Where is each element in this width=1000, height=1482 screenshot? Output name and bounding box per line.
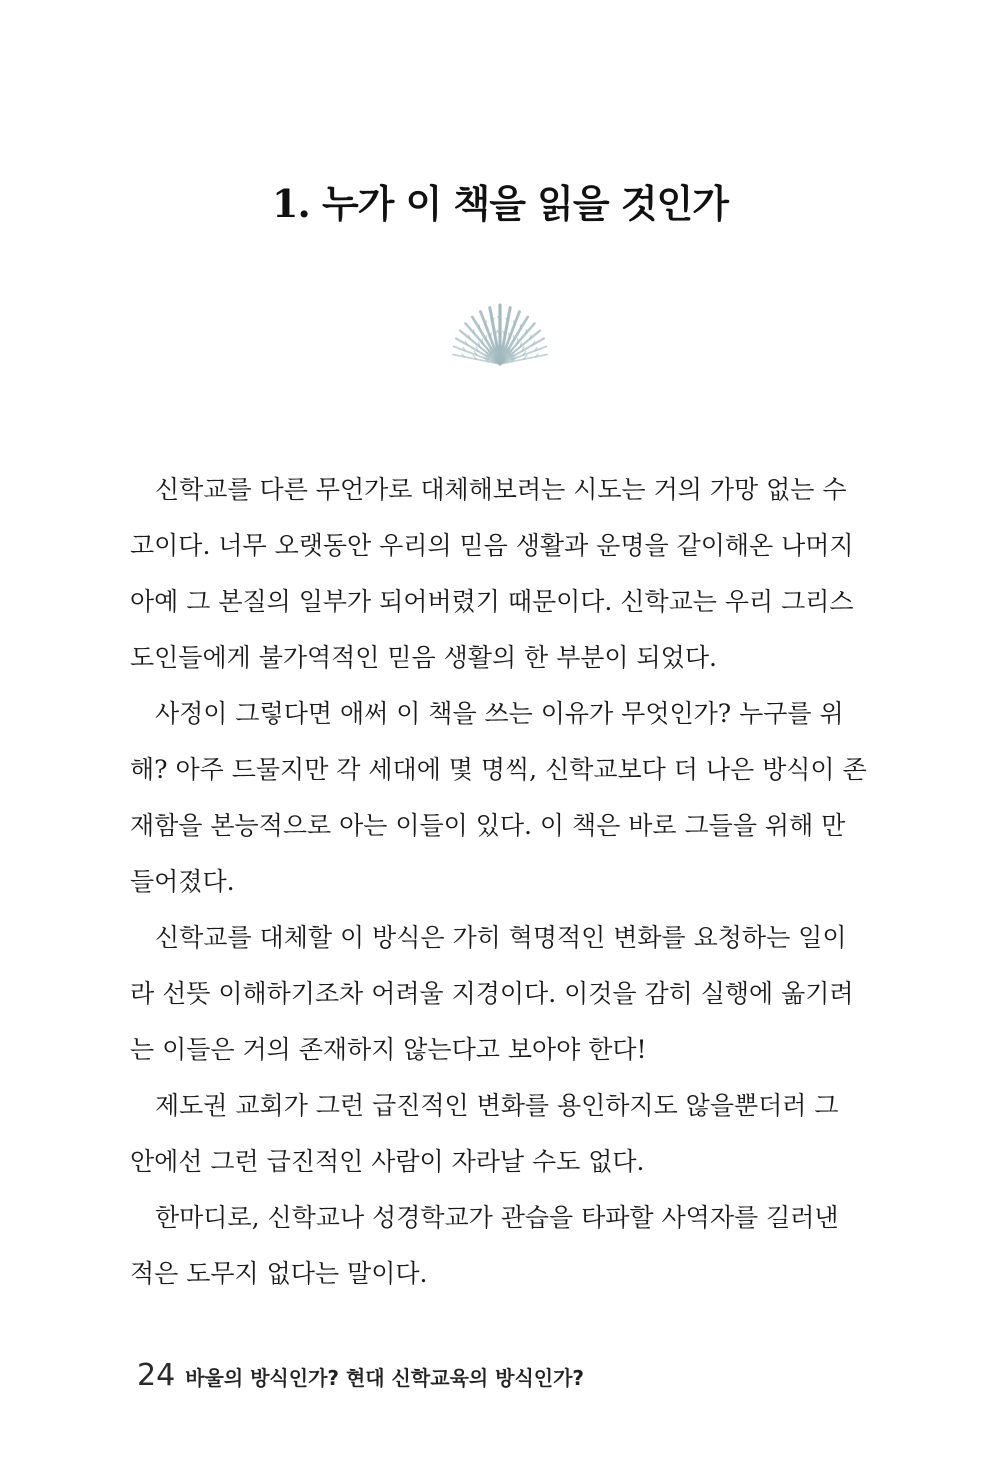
page-number: 24 <box>137 1358 176 1393</box>
text-line <box>130 1078 839 1134</box>
text-line: 라 선뜻 이해하기조차 어려울 지경이다. 이것을 감히 실행에 옮기려 <box>130 979 854 1008</box>
text-line: 고이다. 너무 오랫동안 우리의 믿음 생활과 운명을 같이해온 나머지 <box>130 531 854 560</box>
paragraph <box>130 1078 839 1190</box>
text-line-content: 한마디로, 신학교나 성경학교가 관습을 타파할 사역자를 길러낸 <box>155 1203 839 1232</box>
ornament-leaflet <box>513 336 514 341</box>
text-line: 들어졌다. <box>130 867 235 896</box>
paragraph <box>130 462 854 686</box>
text-line <box>130 1190 839 1246</box>
ornament-leaflet <box>506 346 507 352</box>
body-text <box>130 462 867 1302</box>
chapter-title: 1. 누가 이 책을 읽을 것인가 <box>272 181 728 227</box>
text-line <box>130 686 844 742</box>
text-line <box>130 462 847 518</box>
paragraph <box>130 686 867 910</box>
text-line-content: 신학교를 대체할 이 방식은 가히 혁명적인 변화를 요청하는 일이 <box>155 923 847 952</box>
paragraph <box>130 910 854 1078</box>
text-line: 아예 그 본질의 일부가 되어버렸기 때문이다. 신학교는 우리 그리스 <box>130 587 854 616</box>
text-line-content: 제도권 교회가 그런 급진적인 변화를 용인하지도 않을뿐더러 그 <box>155 1091 839 1120</box>
text-line: 재함을 본능적으로 아는 이들이 있다. 이 책은 바로 그들을 위해 만 <box>130 811 846 840</box>
running-title: 바울의 방식인가? 현대 신학교육의 방식인가? <box>185 1366 585 1390</box>
text-line: 는 이들은 거의 존재하지 않는다고 보아야 한다! <box>130 1035 647 1064</box>
text-line-content: 신학교를 다른 무언가로 대체해보려는 시도는 거의 가망 없는 수 <box>155 475 847 504</box>
text-line <box>130 910 847 966</box>
text-line: 안에선 그런 급진적인 사람이 자라날 수도 없다. <box>130 1147 645 1176</box>
palm-leaf-ornament-icon <box>430 272 570 372</box>
text-line-content: 사정이 그렇다면 애써 이 책을 쓰는 이유가 무엇인가? 누구를 위 <box>155 699 844 728</box>
text-line: 적은 도무지 없다는 말이다. <box>130 1259 428 1288</box>
ornament-leaflet <box>486 336 487 341</box>
text-line: 해? 아주 드물지만 각 세대에 몇 명씩, 신학교보다 더 나은 방식이 존 <box>130 755 867 784</box>
text-line: 도인들에게 불가역적인 믿음 생활의 한 부분이 되었다. <box>130 643 717 672</box>
paragraph <box>130 1190 839 1302</box>
page-footer <box>137 1358 584 1393</box>
